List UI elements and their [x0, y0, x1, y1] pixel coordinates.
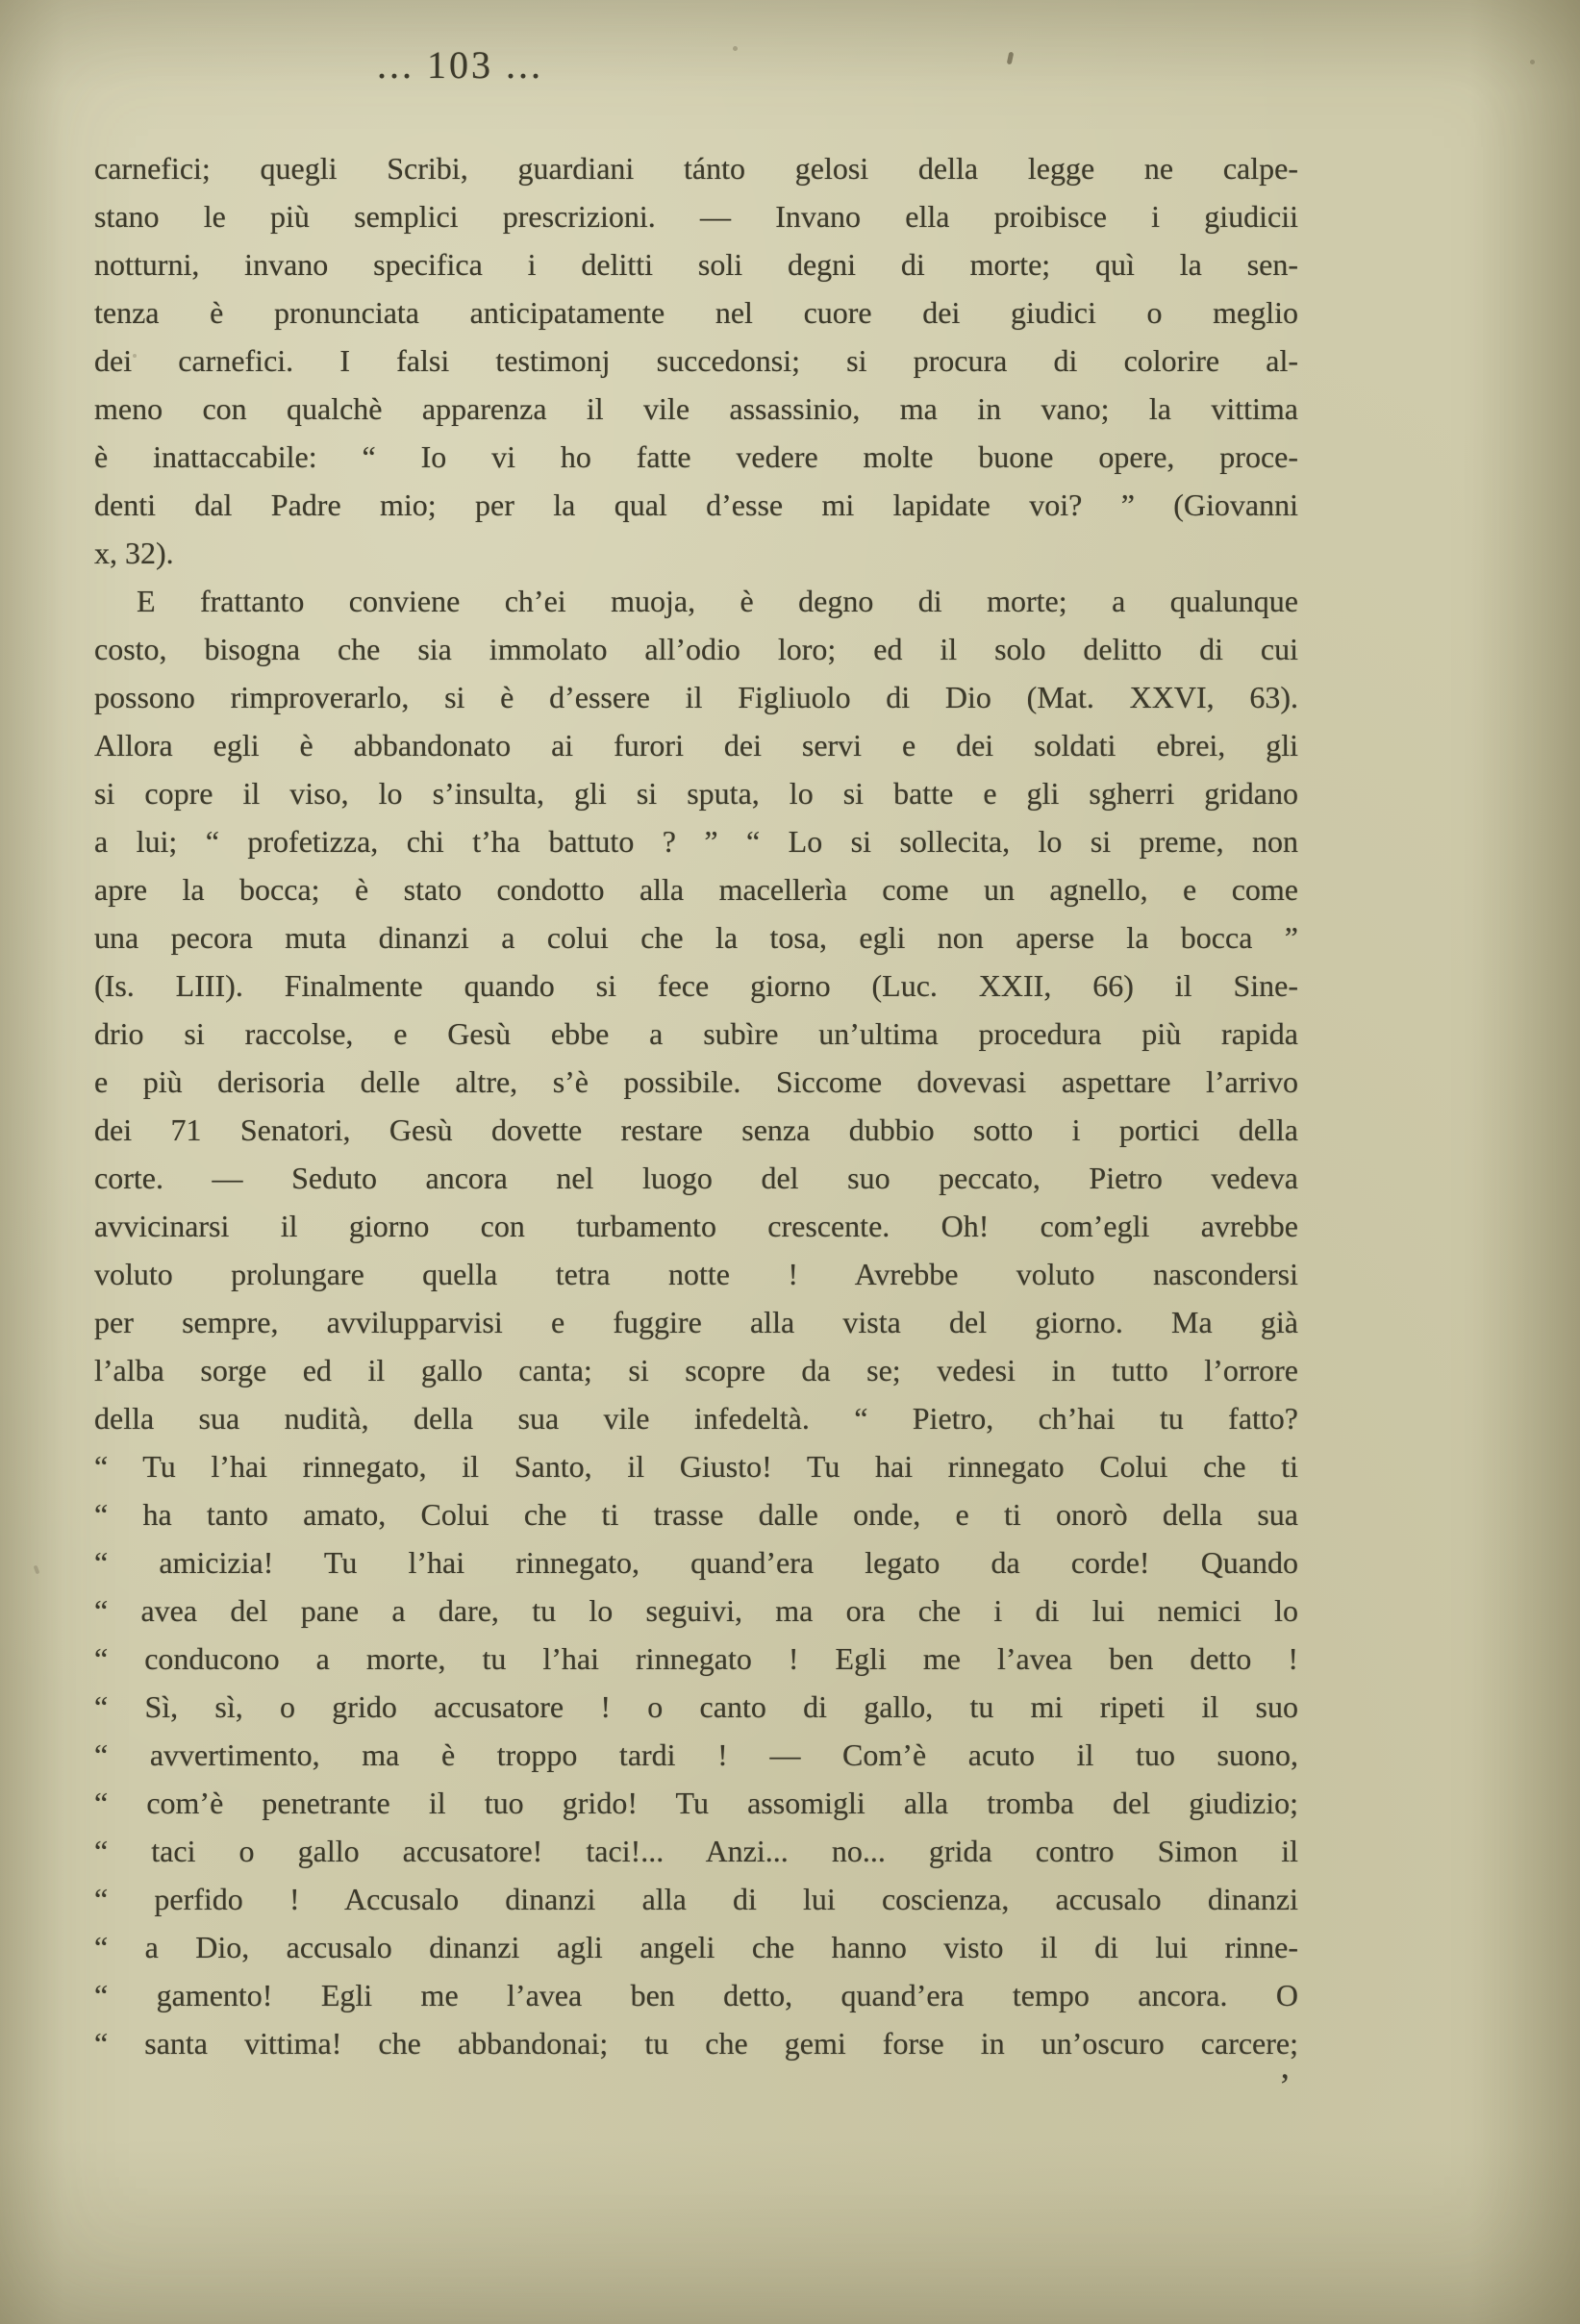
- text-line: dei 71 Senatori, Gesù dovette restare senza dubbio sotto i portici della: [94, 1112, 1298, 1147]
- text-line: “ com’è penetrante il tuo grido! Tu assomigli alla tromba del giudizio;: [94, 1786, 1298, 1820]
- text-line: “ perfido ! Accusalo dinanzi alla di lui coscienza, accusalo dinanzi: [94, 1882, 1298, 1916]
- text-line: “ taci o gallo accusatore! taci!... Anzi... no... grida contro Simon il: [94, 1834, 1298, 1868]
- text-line: corte. — Seduto ancora nel luogo del suo peccato, Pietro vedeva: [94, 1161, 1298, 1195]
- trailing-quote-mark: ’: [1279, 2066, 1291, 2105]
- text-line: Allora egli è abbandonato ai furori dei servi e dei soldati ebrei, gli: [94, 728, 1298, 762]
- page-number: ... 103 ...: [377, 43, 543, 87]
- text-line: “ avvertimento, ma è troppo tardi ! — Com’è acuto il tuo suono,: [94, 1737, 1298, 1772]
- text-line: “ a Dio, accusalo dinanzi agli angeli che hanno visto il di lui rinne-: [94, 1930, 1298, 1964]
- text-line: dei carnefici. I falsi testimonj succedonsi; si procura di colorire al-: [94, 343, 1298, 378]
- text-line: voluto prolungare quella tetra notte ! Avrebbe voluto nascondersi: [94, 1257, 1298, 1291]
- text-line: stano le più semplici prescrizioni. — Invano ella proibisce i giudicii: [94, 199, 1298, 234]
- text-line: drio si raccolse, e Gesù ebbe a subìre un’ultima procedura più rapida: [94, 1016, 1298, 1051]
- text-line: “ amicizia! Tu l’hai rinnegato, quand’era legato da corde! Quando: [94, 1545, 1298, 1580]
- paper-speck: [133, 354, 137, 358]
- text-line: costo, bisogna che sia immolato all’odio loro; ed il solo delitto di cui: [94, 632, 1298, 666]
- text-line: apre la bocca; è stato condotto alla macellerìa come un agnello, e come: [94, 872, 1298, 907]
- text-line: x, 32).: [94, 536, 174, 570]
- text-line: della sua nudità, della sua vile infedeltà. “ Pietro, ch’hai tu fatto?: [94, 1401, 1298, 1436]
- text-line: una pecora muta dinanzi a colui che la tosa, egli non aperse la bocca ”: [94, 920, 1298, 955]
- text-line: (Is. LIII). Finalmente quando si fece giorno (Luc. XXII, 66) il Sine-: [94, 968, 1298, 1003]
- text-line: l’alba sorge ed il gallo canta; si scopre da se; vedesi in tutto l’orrore: [94, 1353, 1298, 1387]
- text-line: “ conducono a morte, tu l’hai rinnegato ! Egli me l’avea ben detto !: [94, 1641, 1298, 1676]
- text-line: “ ha tanto amato, Colui che ti trasse dalle onde, e ti onorò della sua: [94, 1497, 1298, 1532]
- text-line: “ Tu l’hai rinnegato, il Santo, il Giusto! Tu hai rinnegato Colui che ti: [94, 1449, 1298, 1484]
- text-line: possono rimproverarlo, si è d’essere il Figliuolo di Dio (Mat. XXVI, 63).: [94, 680, 1298, 714]
- paper-speck: [34, 1565, 40, 1575]
- text-line: è inattaccabile: “ Io vi ho fatte vedere molte buone opere, proce-: [94, 439, 1298, 474]
- text-line: “ santa vittima! che abbandonai; tu che gemi forse in un’oscuro carcere;: [94, 2026, 1298, 2061]
- text-line: meno con qualchè apparenza il vile assassinio, ma in vano; la vittima: [94, 391, 1298, 426]
- text-line: E frattanto conviene ch’ei muoja, è degno di morte; a qualunque: [137, 584, 1298, 618]
- text-line: a lui; “ profetizza, chi t’ha battuto ? ” “ Lo si sollecita, lo si preme, non: [94, 824, 1298, 859]
- page-text-block: [94, 144, 1298, 2067]
- text-line: avvicinarsi il giorno con turbamento crescente. Oh! com’egli avrebbe: [94, 1209, 1298, 1243]
- text-line: “ gamento! Egli me l’avea ben detto, quand’era tempo ancora. O: [94, 1978, 1298, 2012]
- paper-speck: [733, 46, 738, 51]
- text-line: tenza è pronunciata anticipatamente nel cuore dei giudici o meglio: [94, 295, 1298, 330]
- text-line: per sempre, avvilupparvisi e fuggire alla vista del giorno. Ma già: [94, 1305, 1298, 1339]
- text-line: “ avea del pane a dare, tu lo seguivi, ma ora che i di lui nemici lo: [94, 1593, 1298, 1628]
- text-line: e più derisoria delle altre, s’è possibile. Siccome dovevasi aspettare l’arrivo: [94, 1064, 1298, 1099]
- paper-speck: [1007, 52, 1015, 65]
- paper-speck: [1530, 60, 1535, 64]
- text-line: denti dal Padre mio; per la qual d’esse mi lapidate voi? ” (Giovanni: [94, 487, 1298, 522]
- text-line: notturni, invano specifica i delitti soli degni di morte; quì la sen-: [94, 247, 1298, 282]
- text-line: “ Sì, sì, o grido accusatore ! o canto di gallo, tu mi ripeti il suo: [94, 1689, 1298, 1724]
- text-line: si copre il viso, lo s’insulta, gli si sputa, lo si batte e gli sgherri gridano: [94, 776, 1298, 811]
- text-line: carnefici; quegli Scribi, guardiani tánto gelosi della legge ne calpe-: [94, 151, 1298, 186]
